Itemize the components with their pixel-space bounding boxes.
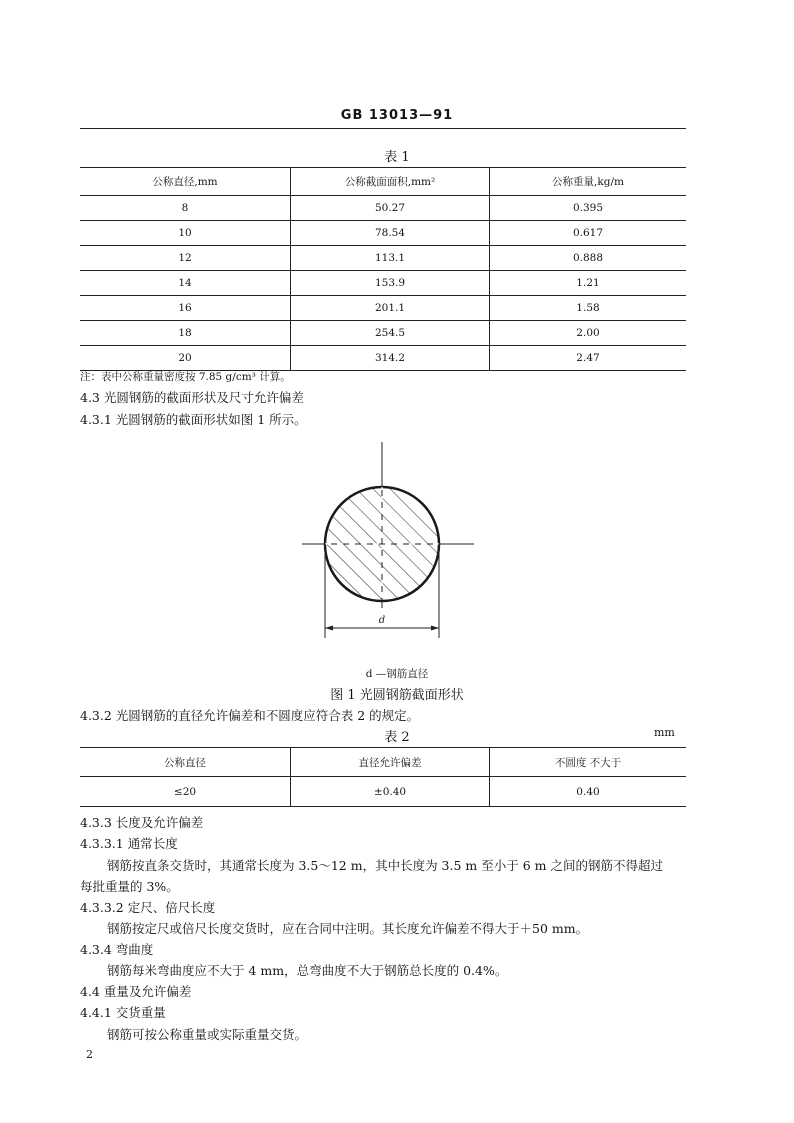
table-row bbox=[80, 321, 686, 346]
table2-header-row bbox=[80, 748, 686, 777]
page-number: 2 bbox=[86, 1048, 93, 1061]
arrowhead-right bbox=[431, 626, 439, 631]
table-cell: 14 bbox=[80, 271, 291, 296]
table-cell: 10 bbox=[80, 221, 291, 246]
table-cell: 201.1 bbox=[291, 296, 490, 321]
section-4-3-4-heading: 4.3.4 弯曲度 bbox=[80, 942, 154, 957]
table-cell: 0.888 bbox=[490, 246, 687, 271]
table2-caption: 表 2 bbox=[384, 730, 410, 745]
table-cell: ±0.40 bbox=[291, 777, 490, 807]
table-cell: 20 bbox=[80, 346, 291, 371]
table1-note: 注：表中公称重量密度按 7.85 g/cm³ 计算。 bbox=[80, 371, 291, 383]
table-cell: 1.58 bbox=[490, 296, 687, 321]
table-cell: 12 bbox=[80, 246, 291, 271]
table2-col-ovality: 不圆度 不大于 bbox=[490, 748, 687, 777]
section-4-4-heading: 4.4 重量及允许偏差 bbox=[80, 984, 192, 999]
section-4-4-1-paragraph: 钢筋可按公称重量或实际重量交货。 bbox=[107, 1027, 308, 1042]
table-cell: 50.27 bbox=[291, 196, 490, 221]
figure1-cross-section bbox=[290, 440, 490, 658]
section-4-3-3-1-paragraph-line1: 钢筋按直条交货时，其通常长度为 3.5～12 m，其中长度为 3.5 m 至小于 6 m 之间的钢筋不得超过 bbox=[107, 858, 663, 873]
table-cell: 314.2 bbox=[291, 346, 490, 371]
table-row bbox=[80, 196, 686, 221]
section-4-3-3-2-heading: 4.3.3.2 定尺、倍尺长度 bbox=[80, 900, 216, 915]
section-4-3-2-text: 4.3.2 光圆钢筋的直径允许偏差和不圆度应符合表 2 的规定。 bbox=[80, 708, 420, 723]
section-4-3-1-text: 4.3.1 光圆钢筋的截面形状如图 1 所示。 bbox=[80, 412, 307, 427]
table2-unit: mm bbox=[654, 726, 675, 739]
section-4-3-3-1-heading: 4.3.3.1 通常长度 bbox=[80, 836, 178, 851]
table-row bbox=[80, 346, 686, 371]
arrowhead-left bbox=[325, 626, 333, 631]
table-row bbox=[80, 246, 686, 271]
section-4-3-3-2-paragraph: 钢筋按定尺或倍尺长度交货时，应在合同中注明。其长度允许偏差不得大于＋50 mm。 bbox=[107, 921, 589, 936]
table2-col-diameter: 公称直径 bbox=[80, 748, 291, 777]
header-rule bbox=[80, 128, 686, 129]
table2-col-tolerance: 直径允许偏差 bbox=[291, 748, 490, 777]
dimension-label: d bbox=[378, 615, 386, 626]
section-4-3-heading: 4.3 光圆钢筋的截面形状及尺寸允许偏差 bbox=[80, 390, 304, 405]
table-cell: 0.617 bbox=[490, 221, 687, 246]
table-row bbox=[80, 777, 686, 807]
table-cell: 254.5 bbox=[291, 321, 490, 346]
table-cell: 153.9 bbox=[291, 271, 490, 296]
table-cell: 18 bbox=[80, 321, 291, 346]
table-cell: 0.395 bbox=[490, 196, 687, 221]
figure1-legend: d —钢筋直径 bbox=[365, 668, 429, 680]
table-cell: 78.54 bbox=[291, 221, 490, 246]
table-row bbox=[80, 271, 686, 296]
section-4-3-4-paragraph: 钢筋每米弯曲度应不大于 4 mm，总弯曲度不大于钢筋总长度的 0.4%。 bbox=[107, 963, 508, 978]
table1-header-row bbox=[80, 168, 686, 196]
table1-caption: 表 1 bbox=[384, 150, 410, 165]
table-cell: 1.21 bbox=[490, 271, 687, 296]
table1-col-diameter: 公称直径,mm bbox=[80, 168, 291, 196]
table-cell: 0.40 bbox=[576, 785, 600, 798]
table2 bbox=[80, 747, 686, 807]
table1 bbox=[80, 167, 686, 371]
running-header: GB 13013—91 bbox=[340, 108, 454, 123]
table-cell: 8 bbox=[80, 196, 291, 221]
table1-col-weight: 公称重量,kg/m bbox=[490, 168, 687, 196]
section-4-3-3-heading: 4.3.3 长度及允许偏差 bbox=[80, 815, 204, 830]
figure1-caption: 图 1 光圆钢筋截面形状 bbox=[330, 688, 464, 703]
section-4-4-1-heading: 4.4.1 交货重量 bbox=[80, 1005, 166, 1020]
table1-col-area: 公称截面面积,mm² bbox=[291, 168, 490, 196]
table-row bbox=[80, 296, 686, 321]
table-row bbox=[80, 221, 686, 246]
table-cell: 113.1 bbox=[291, 246, 490, 271]
table-cell: 2.00 bbox=[490, 321, 687, 346]
section-4-3-3-1-paragraph-line2: 每批重量的 3%。 bbox=[80, 879, 179, 894]
table-cell: 16 bbox=[80, 296, 291, 321]
table-cell: 2.47 bbox=[576, 352, 600, 364]
table-cell: ≤20 bbox=[80, 777, 291, 807]
